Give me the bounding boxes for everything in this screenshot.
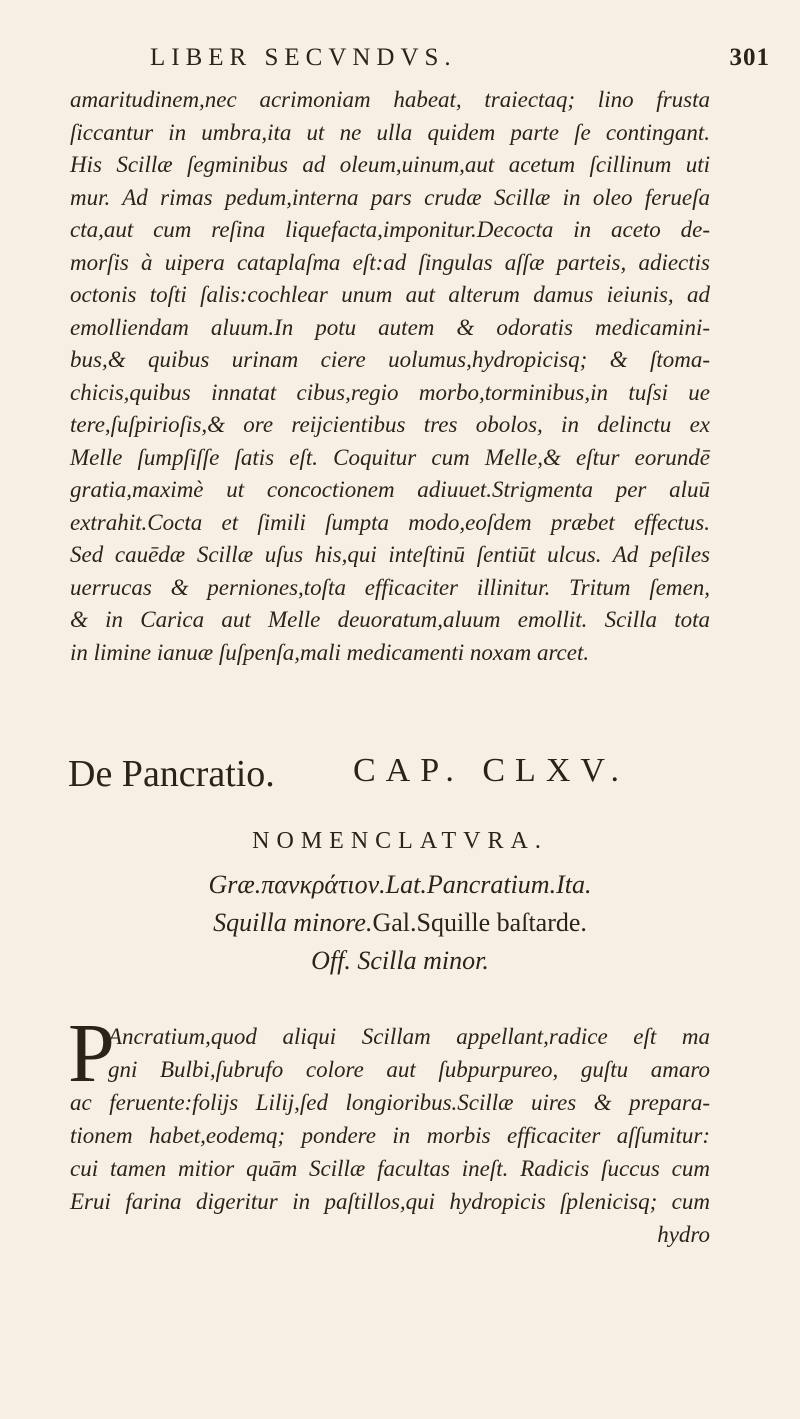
chapter-title: De Pancratio. [68,753,275,795]
text-line: bus,& quibus urinam ciere uolumus,hydropicisq; & ſtoma- [70,347,710,372]
catchword: hydro [657,1222,710,1247]
text-line: uerrucas & perniones,toſta efficaciter illinitur. Tritum ſemen, [70,574,710,600]
text-line: Melle ſumpſiſſe ſatis eſt. Coquitur cum Melle,& eſtur eorundē [70,444,710,470]
page-number: 301 [729,44,770,71]
text-line: ac feruente:folijs Lilij,ſed longioribus.Scillæ uires & prepara- [70,1090,710,1115]
text-line: cta,aut cum reſina liquefacta,imponitur.Decocta in aceto de- [70,217,710,242]
synonym-line [0,908,800,938]
text-line: chicis,quibus innatat cibus,regio morbo,torminibus,in tuſsi ue [70,379,710,405]
text-line: tere,ſuſpirioſis,& ore reijcientibus tres obolos, in delinctu ex [70,412,710,437]
chapter-paragraph [70,1020,710,1251]
text-line: morſis à uipera cataplaſma eſt:ad ſingulas aſſæ parteis, adiectis [70,249,710,275]
text-line: cui tamen mitior quām Scillæ facultas ineſt. Radicis ſuccus cum [70,1156,710,1181]
text-line: tionem habet,eodemq; pondere in morbis efficaciter aſſumitur: [70,1123,710,1148]
text-line: & in Carica aut Melle deuoratum,aluum emollit. Scilla tota [70,607,710,632]
drop-cap: P [68,1007,115,1100]
text-line: Ancratium,quod aliqui Scillam appellant,radice eſt ma [108,1024,710,1049]
text-line: ſiccantur in umbra,ita ut ne ulla quidem parte ſe contingant. [70,119,710,145]
synonym-text: Græ.πανκράτιον.Lat.Pancratium.Ita. [208,870,592,899]
text-line: amaritudinem,nec acrimoniam habeat, traiectaq; lino frusta [70,87,710,112]
synonym-line [0,870,800,900]
text-line: His Scillæ ſegminibus ad oleum,uinum,aut acetum ſcillinum uti [70,152,710,177]
synonym-line [0,946,800,976]
chapter-number: CAP. CLXV. [353,752,630,789]
text-line: mur. Ad rimas pedum,interna pars crudæ Scillæ in oleo ferueſa [70,184,710,210]
text-line: octonis toſti ſalis:cochlear unum aut alterum damus ieiunis, ad [70,282,710,307]
nomenclatura-heading: NOMENCLATVRA. [252,828,548,854]
running-head-title: LIBER SECVNDVS. [150,44,457,71]
synonym-officinal: Off. Scilla minor. [311,946,489,975]
chapter-heading [68,752,728,796]
text-line: Erui farina digeritur in paſtillos,qui hydropicis ſplenicisq; cum [70,1189,710,1214]
text-line: gni Bulbi,ſubrufo colore aut ſubpurpureo, guſtu amaro [108,1057,710,1082]
synonym-italian: Squilla minore. [213,908,373,937]
text-line: in limine ianuæ ſuſpenſa,mali medicamenti noxam arcet. [70,639,590,665]
body-text [70,84,710,669]
text-line: gratia,maximè ut concoctionem adiuuet.Strigmenta per aluū [70,477,710,502]
text-line: emolliendam aluum.In potu autem & odoratis medicamini- [70,314,710,340]
text-line: Sed cauēdæ Scillæ uſus his,qui inteſtinū ſentiūt ulcus. Ad peſiles [70,542,710,567]
text-line: extrahit.Cocta et ſimili ſumpta modo,eoſdem præbet effectus. [70,509,710,535]
synonym-french: Gal.Squille baſtarde. [372,908,587,937]
